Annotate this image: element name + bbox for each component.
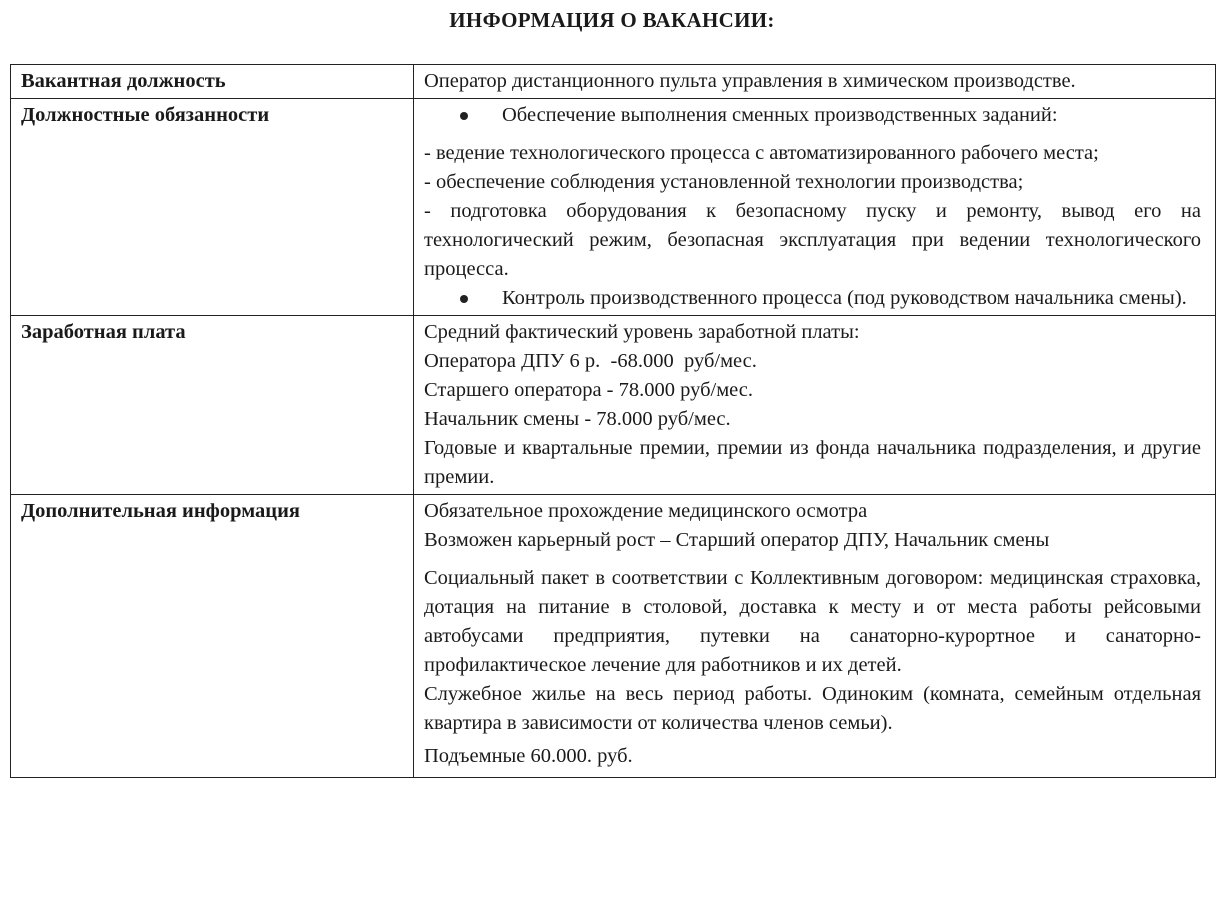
extra-cell xyxy=(414,495,1216,778)
duties-item-3: - подготовка оборудования к безопасному пуску и ремонту, вывод его на технологический режим, безопасная эксплуатация при ведении технологического процесса. xyxy=(424,200,1201,280)
duties-item-2: - обеспечение соблюдения установленной технологии производства; xyxy=(424,171,1024,193)
salary-line-2: Оператора ДПУ 6 р. -68.000 руб/мес. xyxy=(424,350,757,372)
extra-label: Дополнительная информация xyxy=(11,495,414,778)
duties-label: Должностные обязанности xyxy=(11,99,414,316)
salary-line-1: Средний фактический уровень заработной платы: xyxy=(424,321,860,343)
extra-line-4: Служебное жилье на весь период работы. Одиноким (комната, семейным отдельная квартира в зависимости от количества членов семьи). xyxy=(424,683,1201,734)
salary-line-4: Начальник смены - 78.000 руб/мес. xyxy=(424,408,731,430)
table-row-duties xyxy=(11,99,1216,316)
position-cell xyxy=(414,65,1216,99)
duties-bullet-1: Обеспечение выполнения сменных производственных заданий: xyxy=(424,101,1201,130)
duties-cell xyxy=(414,99,1216,316)
position-text: Оператор дистанционного пульта управления в химическом производстве. xyxy=(424,70,1076,92)
table-row-extra xyxy=(11,495,1216,778)
page-title: ИНФОРМАЦИЯ О ВАКАНСИИ: xyxy=(449,8,775,32)
salary-line-5: Годовые и квартальные премии, премии из фонда начальника подразделения, и другие премии. xyxy=(424,437,1201,488)
extra-line-2: Возможен карьерный рост – Старший оператор ДПУ, Начальник смены xyxy=(424,529,1050,551)
position-label: Вакантная должность xyxy=(11,65,414,99)
extra-line-5: Подъемные 60.000. руб. xyxy=(424,745,633,767)
duties-bullet-2: Контроль производственного процесса (под руководством начальника смены). xyxy=(424,284,1201,313)
extra-line-1: Обязательное прохождение медицинского осмотра xyxy=(424,500,868,522)
duties-item-1: - ведение технологического процесса с автоматизированного рабочего места; xyxy=(424,142,1099,164)
salary-label: Заработная плата xyxy=(11,316,414,495)
vacancy-table xyxy=(10,64,1216,778)
salary-line-3: Старшего оператора - 78.000 руб/мес. xyxy=(424,379,754,401)
table-row-salary xyxy=(11,316,1216,495)
salary-cell xyxy=(414,316,1216,495)
table-row-position xyxy=(11,65,1216,99)
extra-line-3: Социальный пакет в соответствии с Коллективным договором: медицинская страховка, дотация на питание в столовой, доставка к месту и от места работы рейсовыми автобусами предприятия, путевки на санаторно-курортное и санаторно-профилактическое лечение для работников и их детей. xyxy=(424,567,1201,676)
